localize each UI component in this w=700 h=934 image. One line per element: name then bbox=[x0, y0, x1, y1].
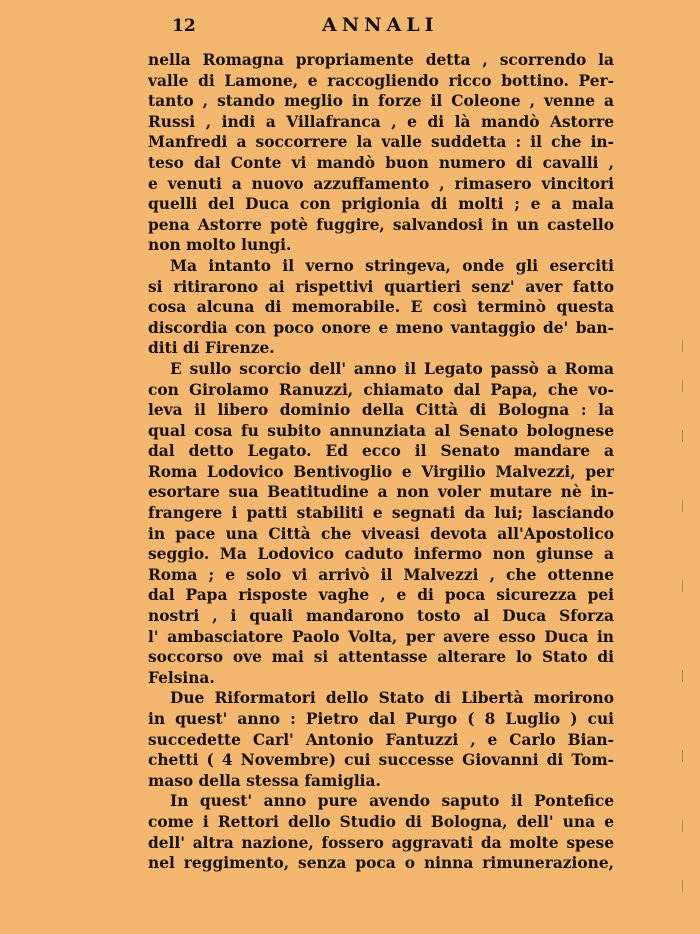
text-line: chetti ( 4 Novembre) cui successe Giovanni di Tom- bbox=[148, 751, 614, 770]
text-line: qual cosa fu subito annunziata al Senato bolognese bbox=[148, 421, 614, 440]
text-line: seggio. Ma Lodovico caduto infermo non giunse a bbox=[148, 545, 614, 564]
text-line: dal detto Legato. Ed ecco il Senato mandare a bbox=[148, 442, 614, 461]
text-line: cosa alcuna di memorabile. E così terminò questa bbox=[148, 298, 614, 317]
text-line: dell' altra nazione, fossero aggravati da molte spese bbox=[148, 833, 614, 852]
text-line: in pace una Città che viveasi devota all'Apostolico bbox=[148, 524, 614, 543]
text-line: leva il libero dominio della Città di Bologna : la bbox=[148, 401, 614, 420]
text-line: si ritirarono ai rispettivi quartieri senz' aver fatto bbox=[148, 277, 614, 296]
text-line: nella Romagna propriamente detta , scorrendo la bbox=[148, 51, 614, 69]
text-line: quelli del Duca con prigionia di molti ; e a mala bbox=[148, 195, 614, 214]
text-line: pena Astorre potè fuggire, salvandosi in un castello bbox=[148, 215, 614, 234]
text-line: dal Papa risposte vaghe , e di poca sicurezza pei bbox=[148, 586, 614, 605]
text-line: In quest' anno pure avendo saputo il Pontefice bbox=[170, 792, 614, 811]
text-line: Due Riformatori dello Stato di Libertà morirono bbox=[170, 689, 614, 708]
text-line: discordia con poco onore e meno vantaggio de' ban- bbox=[148, 318, 614, 337]
page-header bbox=[0, 12, 700, 40]
text-line: soccorso ove mai si attentasse alterare lo Stato di bbox=[148, 648, 614, 667]
page-number: 12 bbox=[172, 16, 196, 36]
text-line: Roma ; e solo vi arrivò il Malvezzi , che ottenne bbox=[148, 565, 614, 584]
text-line: Ma intanto il verno stringeva, onde gli eserciti bbox=[170, 256, 614, 275]
text-line: Russi , indi a Villafranca , e di là mandò Astorre bbox=[148, 112, 614, 131]
text-line: nostri , i quali mandarono tosto al Duca Sforza bbox=[148, 607, 614, 626]
text-line: valle di Lamone, e raccogliendo ricco bottino. Per- bbox=[148, 71, 614, 90]
text-line: esortare sua Beatitudine a non voler mutare nè in- bbox=[148, 483, 614, 502]
text-line: maso della stessa famiglia. bbox=[148, 771, 381, 790]
text-line: non molto lungi. bbox=[148, 236, 292, 255]
text-line: Manfredi a soccorrere la valle suddetta : il che in- bbox=[148, 133, 614, 152]
text-line: l' ambasciatore Paolo Volta, per avere esso Duca in bbox=[148, 627, 614, 646]
text-line: teso dal Conte vi mandò buon numero di cavalli , bbox=[148, 153, 614, 172]
text-line: e venuti a nuovo azzuffamento , rimasero vincitori bbox=[148, 174, 614, 193]
body-text bbox=[148, 50, 614, 874]
text-line: E sullo scorcio dell' anno il Legato passò a Roma bbox=[170, 359, 614, 378]
text-line: Felsina. bbox=[148, 668, 215, 687]
text-line: Roma Lodovico Bentivoglio e Virgilio Malvezzi, per bbox=[148, 462, 614, 481]
text-line: succedette Carl' Antonio Fantuzzi , e Carlo Bian- bbox=[148, 730, 614, 749]
text-line: frangere i patti stabiliti e segnati da lui; lasciando bbox=[148, 504, 614, 523]
text-line: tanto , stando meglio in forze il Coleone , venne a bbox=[148, 92, 614, 111]
text-line: con Girolamo Ranuzzi, chiamato dal Papa, che vo- bbox=[148, 380, 614, 399]
text-line: come i Rettori dello Studio di Bologna, dell' una e bbox=[148, 812, 614, 831]
margin-marks bbox=[682, 340, 684, 900]
text-line: in quest' anno : Pietro dal Purgo ( 8 Luglio ) cui bbox=[148, 710, 614, 728]
running-title: ANNALI bbox=[322, 14, 439, 36]
text-line: nel reggimento, senza poca o ninna rimunerazione, bbox=[148, 854, 614, 873]
text-line: diti di Firenze. bbox=[148, 339, 275, 358]
